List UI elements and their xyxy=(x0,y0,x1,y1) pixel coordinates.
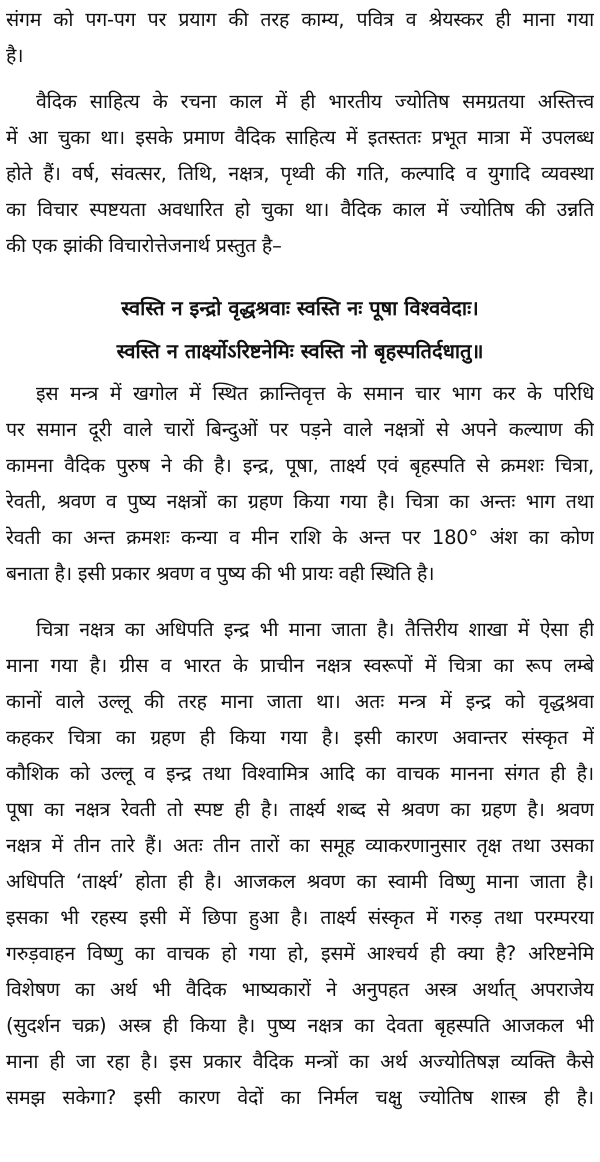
text-line: रेवती का अन्त क्रमशः कन्या व मीन राशि के अन्त पर 180° अंश का कोण xyxy=(6,526,594,549)
verse-line: स्वस्ति न तार्क्ष्योऽरिष्टनेमिः स्वस्ति नो बृहस्पतिर्दधातु॥ xyxy=(116,339,484,363)
text-line: में आ चुका था। इसके प्रमाण वैदिक साहित्य में इतस्ततः प्रभूत मात्रा में उपलब्ध xyxy=(6,126,594,149)
text-line: माना गया है। ग्रीस व भारत के प्राचीन नक्षत्र स्वरूपों में चित्रा का रूप लम्बे xyxy=(6,654,594,677)
text-line: कहकर चित्रा का ग्रहण ही किया गया है। इसी कारण अवान्तर संस्कृत में xyxy=(6,726,594,749)
verse-line: स्वस्ति न इन्द्रो वृद्धश्रवाः स्वस्ति नः पूषा विश्ववेदाः। xyxy=(121,296,479,320)
text-line: पूषा का नक्षत्र रेवती तो स्पष्ट ही है। तार्क्ष्य शब्द से श्रवण का ग्रहण है। श्रवण xyxy=(6,798,594,821)
text-line: संगम को पग-पग पर प्रयाग की तरह काम्य, पवित्र व श्रेयस्कर ही माना गया xyxy=(6,8,594,31)
text-line: की एक झांकी विचारोत्तेजनार्थ प्रस्तुत है– xyxy=(6,234,282,257)
text-line: होते हैं। वर्ष, संवत्सर, तिथि, नक्षत्र, पृथ्वी की गति, कल्पादि व युगादि व्यवस्था xyxy=(6,162,594,185)
text-line: कामना वैदिक पुरुष ने की है। इन्द्र, पूषा, तार्क्ष्य एवं बृहस्पति से क्रमशः चित्रा, xyxy=(6,454,594,477)
text-line: गरुड़वाहन विष्णु का वाचक हो गया हो, इसमें आश्चर्य ही क्या है? अरिष्टनेमि xyxy=(6,942,594,965)
text-line: वैदिक साहित्य के रचना काल में ही भारतीय ज्योतिष समग्रतया अस्तित्त्व xyxy=(36,90,594,113)
text-line: का विचार स्पष्टयता अवधारित हो चुका था। वैदिक काल में ज्योतिष की उन्नति xyxy=(6,198,594,221)
text-line: समझ सकेगा? इसी कारण वेदों का निर्मल चक्षु ज्योतिष शास्त्र ही है। xyxy=(6,1086,594,1109)
text-line: बनाता है। इसी प्रकार श्रवण व पुष्य की भी प्रायः वही स्थिति है। xyxy=(6,562,435,585)
text-line: चित्रा नक्षत्र का अधिपति इन्द्र भी माना जाता है। तैत्तिरीय शाखा में ऐसा ही xyxy=(36,618,594,641)
text-line: इस मन्त्र में खगोल में स्थित क्रान्तिवृत्त के समान चार भाग कर के परिधि xyxy=(36,382,594,405)
document-page xyxy=(6,0,594,1162)
text-line: रेवती, श्रवण व पुष्य नक्षत्रों का ग्रहण किया गया है। चित्रा का अन्तः भाग तथा xyxy=(6,490,594,513)
text-line: (सुदर्शन चक्र) अस्त्र ही किया है। पुष्य नक्षत्र का देवता बृहस्पति आजकल भी xyxy=(6,1014,594,1037)
text-line: विशेषण का अर्थ भी वैदिक भाष्यकारों ने अनुपहत अस्त्र अर्थात् अपराजेय xyxy=(6,978,594,1001)
text-line: नक्षत्र में तीन तारे हैं। अतः तीन तारों का समूह व्याकरणानुसार तृक्ष तथा उसका xyxy=(6,834,594,857)
text-line: है। xyxy=(6,44,24,67)
text-line: कानों वाले उल्लू की तरह माना जाता था। अतः मन्त्र में इन्द्र को वृद्धश्रवा xyxy=(6,690,594,713)
text-line: कौशिक को उल्लू व इन्द्र तथा विश्वामित्र आदि का वाचक मानना संगत ही है। xyxy=(6,762,594,785)
text-line: पर समान दूरी वाले चारों बिन्दुओं पर पड़ने वाले नक्षत्रों से अपने कल्याण की xyxy=(6,418,594,441)
text-line: अधिपति ‘तार्क्ष्य’ होता ही है। आजकल श्रवण का स्वामी विष्णु माना जाता है। xyxy=(6,870,594,893)
text-line: इसका भी रहस्य इसी में छिपा हुआ है। तार्क्ष्य संस्कृत में गरुड़ तथा परम्परया xyxy=(6,906,594,929)
text-line: माना ही जा रहा है। इस प्रकार वैदिक मन्त्रों का अर्थ अज्योतिषज्ञ व्यक्ति कैसे xyxy=(6,1050,594,1073)
